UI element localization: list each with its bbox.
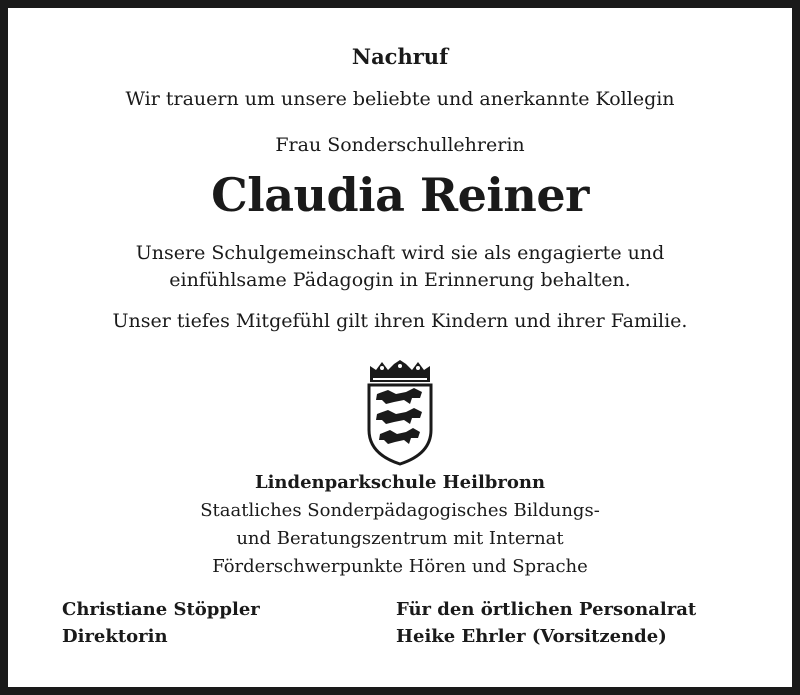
school-line-1: Staatliches Sonderpädagogisches Bildungs- <box>200 500 600 521</box>
title-text: Frau Sonderschullehrerin <box>275 134 525 156</box>
school-line-3: Förderschwerpunkte Hören und Sprache <box>212 556 588 577</box>
signature-right <box>396 596 696 650</box>
signature-left-role: Direktorin <box>62 626 168 647</box>
signature-right-role: Heike Ehrler (Vorsitzende) <box>396 626 667 647</box>
tribute-line-1: Unsere Schulgemeinschaft wird sie als engagierte und <box>135 242 665 264</box>
coat-of-arms-icon <box>364 358 436 466</box>
deceased-name: Claudia Reiner <box>211 168 589 222</box>
signature-left <box>62 596 260 650</box>
condolence-text: Unser tiefes Mitgefühl gilt ihren Kindern und ihrer Familie. <box>112 310 688 332</box>
signature-left-name: Christiane Stöppler <box>62 599 260 620</box>
school-line-2: und Beratungszentrum mit Internat <box>236 528 564 549</box>
obituary-notice <box>8 8 792 687</box>
tribute-line-2: einfühlsame Pädagogin in Erinnerung behalten. <box>169 269 631 291</box>
signature-right-name: Für den örtlichen Personalrat <box>396 599 697 620</box>
intro-text: Wir trauern um unsere beliebte und anerkannte Kollegin <box>125 88 675 110</box>
school-name: Lindenparkschule Heilbronn <box>254 472 546 493</box>
notice-heading: Nachruf <box>351 44 449 69</box>
